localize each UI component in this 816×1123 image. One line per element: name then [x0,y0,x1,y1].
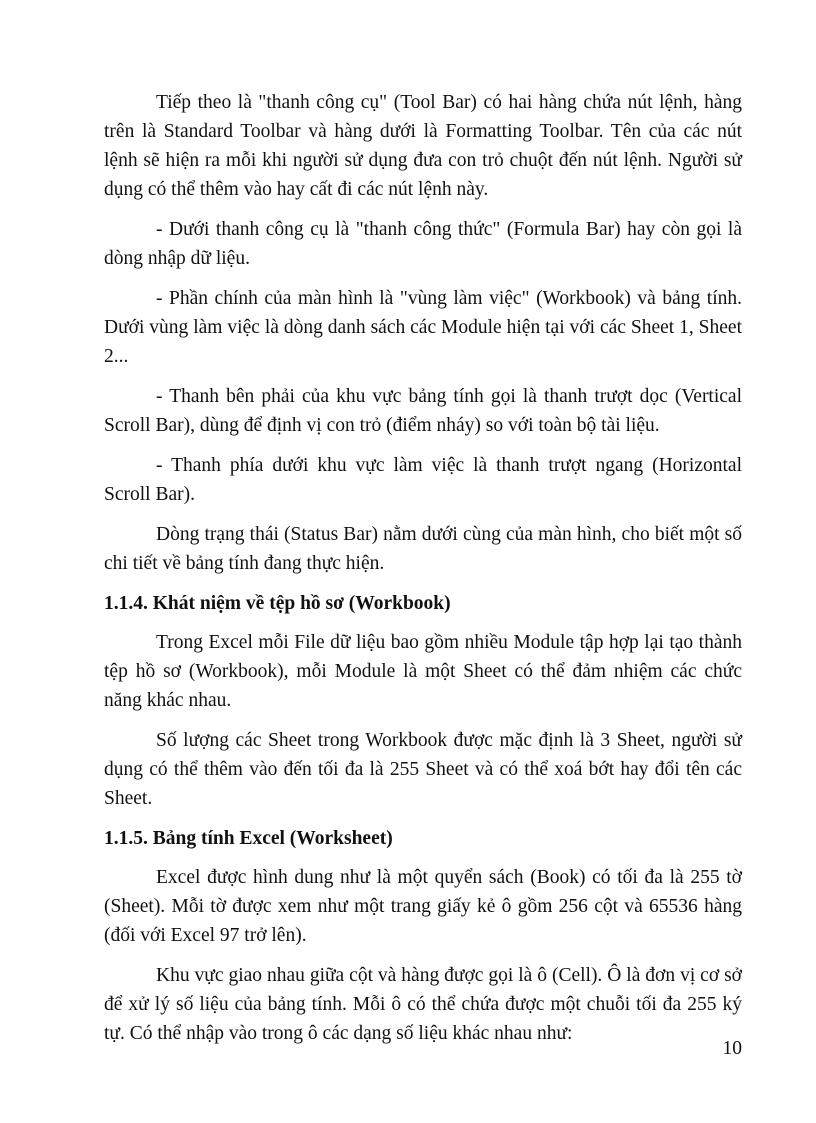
page-body [104,88,742,1059]
paragraph-horizontal-scroll: - Thanh phía dưới khu vực làm việc là thanh trượt ngang (Horizontal Scroll Bar). [104,455,742,505]
paragraph-workbook-area: - Phần chính của màn hình là "vùng làm việc" (Workbook) và bảng tính. Dưới vùng làm việc là dòng danh sách các Module hiện tại với các Sheet 1, Sheet 2... [104,288,742,367]
paragraph-excel-book: Excel được hình dung như là một quyển sách (Book) có tối đa là 255 tờ (Sheet). Mỗi tờ được xem như một trang giấy kẻ ô gồm 256 cột và 65536 hàng (đối với Excel 97 trở lên). [104,867,742,946]
paragraph-workbook-definition: Trong Excel mỗi File dữ liệu bao gồm nhiều Module tập hợp lại tạo thành tệp hồ sơ (Workbook), mỗi Module là một Sheet có thể đảm nhiệm các chức năng khác nhau. [104,632,742,711]
paragraph-formula-bar: - Dưới thanh công cụ là "thanh công thức" (Formula Bar) hay còn gọi là dòng nhập dữ liệu. [104,219,742,269]
section-heading-worksheet: 1.1.5. Bảng tính Excel (Worksheet) [104,828,393,849]
paragraph-cell: Khu vực giao nhau giữa cột và hàng được gọi là ô (Cell). Ô là đơn vị cơ sở để xử lý số liệu của bảng tính. Mỗi ô có thể chứa được một chuỗi tối đa 255 ký tự. Có thể nhập vào trong ô các dạng số liệu khác nhau như: [104,965,742,1044]
paragraph-sheet-count: Số lượng các Sheet trong Workbook được mặc định là 3 Sheet, người sử dụng có thể thêm vào đến tối đa là 255 Sheet và có thể xoá bớt hay đổi tên các Sheet. [104,730,742,809]
page-number: 10 [722,1038,742,1059]
section-heading-workbook: 1.1.4. Khát niệm về tệp hồ sơ (Workbook) [104,593,451,614]
paragraph-status-bar: Dòng trạng thái (Status Bar) nằm dưới cùng của màn hình, cho biết một số chi tiết về bảng tính đang thực hiện. [104,524,742,574]
paragraph-toolbar: Tiếp theo là "thanh công cụ" (Tool Bar) có hai hàng chứa nút lệnh, hàng trên là Standard Toolbar và hàng dưới là Formatting Toolbar. Tên của các nút lệnh sẽ hiện ra mỗi khi người sử dụng đưa con trỏ chuột đến nút lệnh. Người sử dụng có thể thêm vào hay cất đi các nút lệnh này. [104,92,742,200]
paragraph-vertical-scroll: - Thanh bên phải của khu vực bảng tính gọi là thanh trượt dọc (Vertical Scroll Bar), dùng để định vị con trỏ (điểm nháy) so với toàn bộ tài liệu. [104,386,742,436]
